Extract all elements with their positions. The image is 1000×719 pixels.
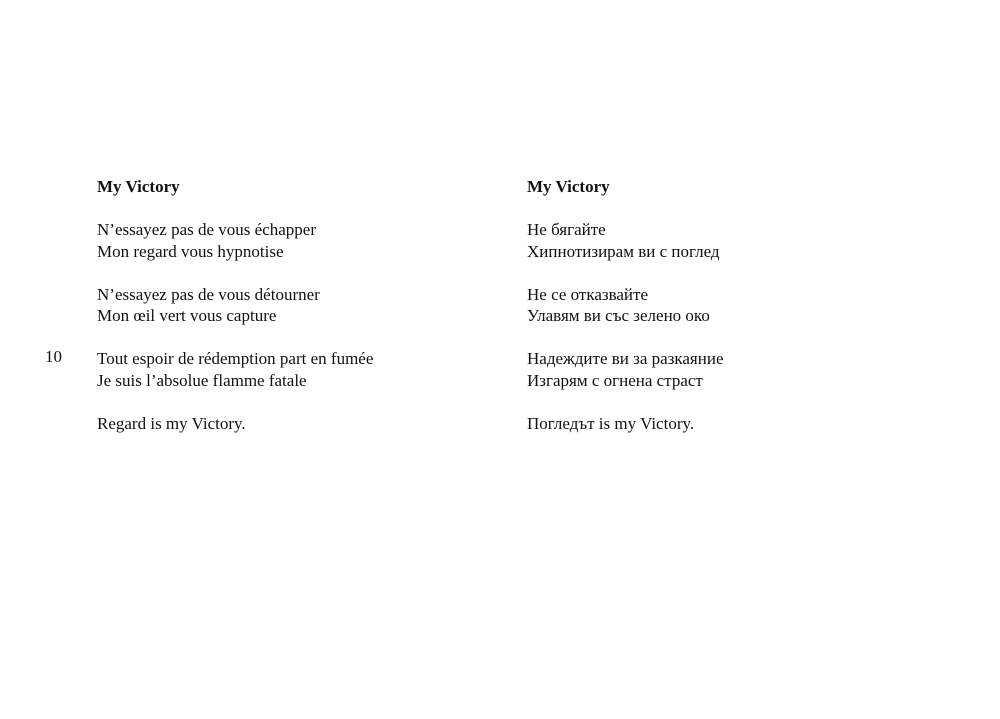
poem-line: Надеждите ви за разкаяние <box>527 349 724 368</box>
poem-line: Regard is my Victory. <box>97 413 246 433</box>
poem-french <box>97 176 373 434</box>
stanza <box>97 348 373 391</box>
poem-bulgarian <box>527 176 724 434</box>
poem-line: Не бягайте <box>527 220 606 239</box>
poem-line: Улавям ви със зелено око <box>527 306 710 325</box>
poem-line: N’essayez pas de vous échapper <box>97 220 317 239</box>
stanza <box>527 219 724 262</box>
poem-line: Погледът is my Victory. <box>527 413 695 433</box>
stanza <box>97 219 373 262</box>
poem-line: Tout espoir de rédemption part en fumée <box>97 349 374 368</box>
poem-line: Хипнотизирам ви с поглед <box>527 241 720 261</box>
poem-line: Mon regard vous hypnotise <box>97 241 284 261</box>
stanza <box>527 413 724 435</box>
poem-line: N’essayez pas de vous détourner <box>97 284 320 304</box>
stanza <box>527 348 724 391</box>
poem-line: Je suis l’absolue flamme fatale <box>97 370 307 390</box>
poem-title-french: My Victory <box>97 177 180 196</box>
stanza <box>97 284 373 327</box>
poem-line: Mon œil vert vous capture <box>97 306 277 325</box>
poem-line: Изгарям с огнена страст <box>527 370 703 390</box>
stanza <box>97 413 373 435</box>
poem-line: Не се отказвайте <box>527 284 649 304</box>
stanza <box>527 284 724 327</box>
page-number: 10 <box>45 347 62 366</box>
poem-title-bulgarian: My Victory <box>527 177 610 196</box>
